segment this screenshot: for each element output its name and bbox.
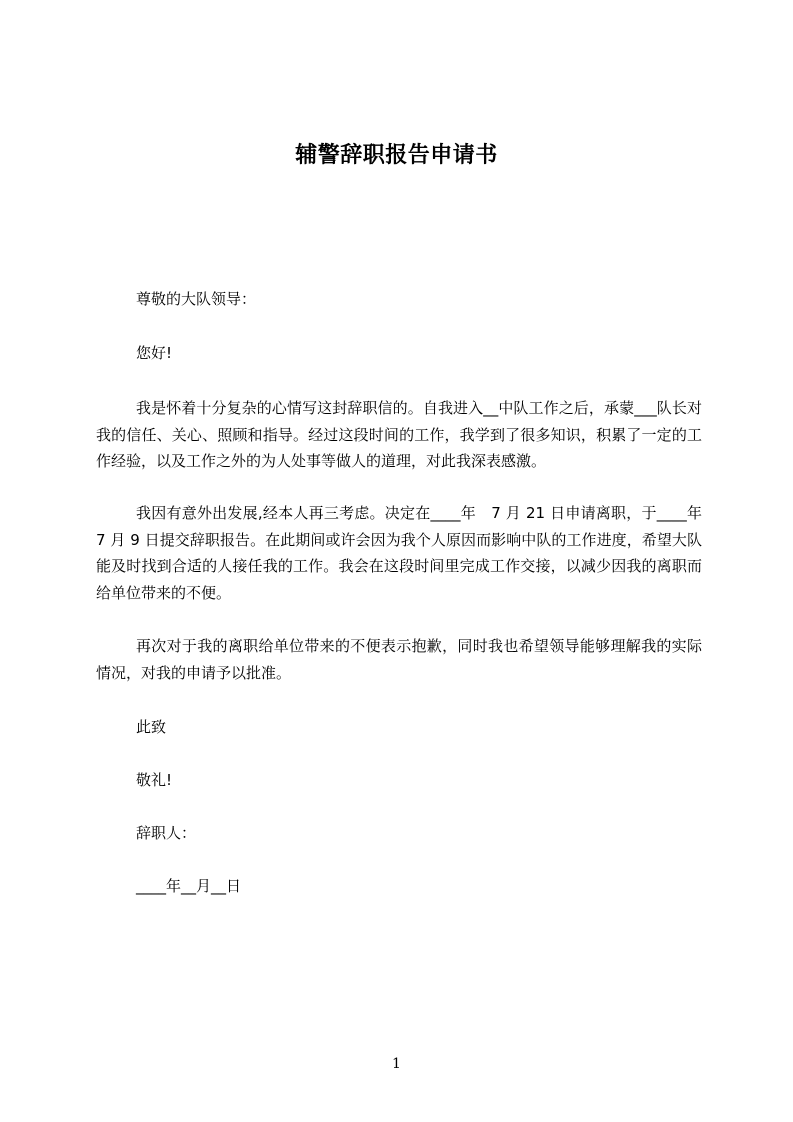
body-paragraph-3: 再次对于我的离职给单位带来的不便表示抱歉，同时我也希望领导能够理解我的实际情况，对我的申请予以批准。 — [96, 637, 702, 682]
salutation: 尊敬的大队领导： — [136, 290, 257, 308]
page-number: 1 — [392, 1056, 401, 1072]
closing-line: 此致 — [136, 718, 167, 736]
body-paragraph-1: 我是怀着十分复杂的心情写这封辞职信的。自我进入__中队工作之后，承蒙___队长对我的信任、关心、照顾和指导。经过这段时间的工作，我学到了很多知识，积累了一定的工作经验，以及工作之外的为人处事等做人的道理，对此我深表感激。 — [96, 399, 702, 470]
date-line: ____年__月__日 — [136, 877, 242, 895]
page-title: 辅警辞职报告申请书 — [295, 143, 498, 168]
greeting: 您好! — [136, 344, 173, 362]
signer-label: 辞职人： — [136, 824, 197, 842]
body-paragraph-2: 我因有意外出发展,经本人再三考虑。决定在____年 7 月 21 日申请离职，于____年 7 月 9 日提交辞职报告。在此期间或许会因为我个人原因而影响中队的工作进度，希望大队能及时找到合适的人接任我的工作。我会在这段时间里完成工作交接，以减少因我的离职而给单位带来的不便。 — [96, 504, 702, 602]
closing-salute: 敬礼! — [136, 771, 173, 789]
